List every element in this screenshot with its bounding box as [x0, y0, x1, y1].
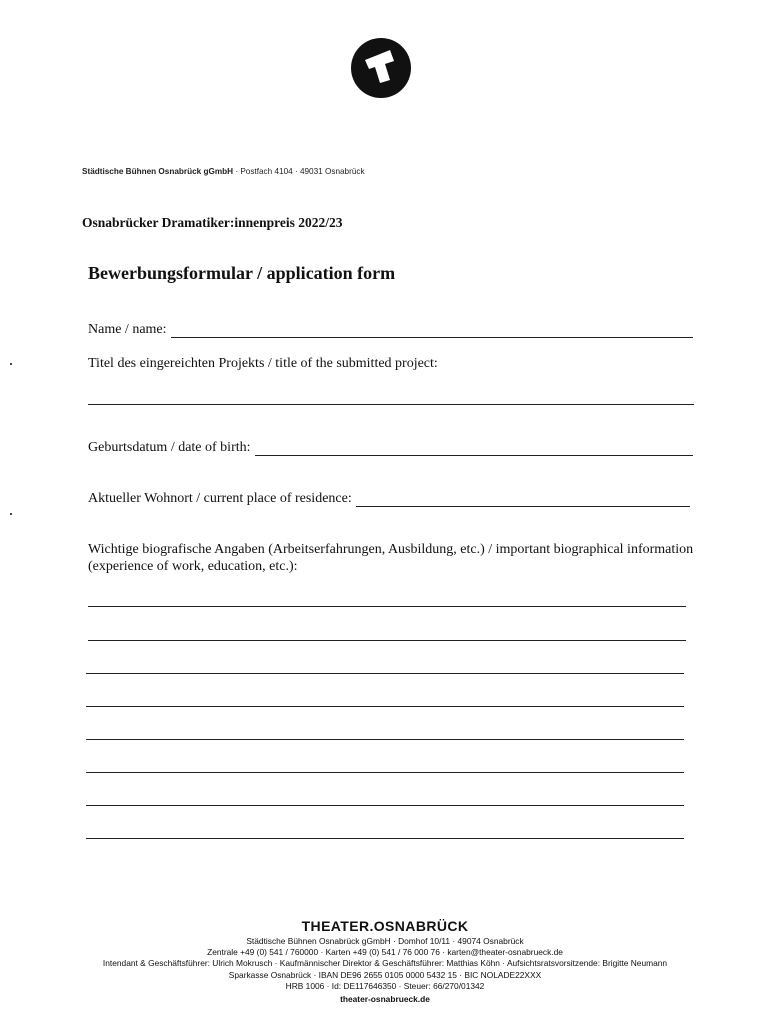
biography-input-line[interactable]	[86, 673, 684, 674]
footer-website[interactable]: theater-osnabrueck.de	[340, 994, 430, 1005]
project-title-label: Titel des eingereichten Projekts / title of the submitted project:	[88, 356, 438, 371]
footer-line: Städtische Bühnen Osnabrück gGmbH · Domhof 10/11 · 49074 Osnabrück	[246, 936, 524, 946]
birth-date-input-line[interactable]	[255, 441, 693, 456]
margin-mark	[10, 363, 12, 365]
name-field[interactable]	[88, 322, 693, 338]
sender-address	[82, 167, 365, 176]
footer-line: HRB 1006 · Id: DE117646350 · Steuer: 66/270/01342	[285, 980, 485, 991]
project-title-input-line[interactable]	[88, 404, 694, 405]
theater-logo-icon	[350, 37, 412, 99]
residence-field[interactable]	[88, 491, 690, 507]
residence-label: Aktueller Wohnort / current place of residence:	[88, 491, 352, 506]
biography-input-line[interactable]	[86, 706, 684, 707]
sender-rest: · Postfach 4104 · 49031 Osnabrück	[233, 167, 365, 176]
birth-date-label: Geburtsdatum / date of birth:	[88, 440, 251, 455]
name-label: Name / name:	[88, 322, 167, 337]
footer-line: Zentrale +49 (0) 541 / 760000 · Karten +49 (0) 541 / 76 000 76 · karten@theater-osnabrueck.de	[207, 947, 563, 958]
biography-input-line[interactable]	[86, 739, 684, 740]
biography-input-line[interactable]	[86, 805, 684, 806]
biography-input-line[interactable]	[88, 640, 686, 641]
margin-mark	[10, 513, 12, 515]
footer	[0, 918, 770, 1004]
birth-date-field[interactable]	[88, 440, 693, 456]
form-title: Bewerbungsformular / application form	[88, 263, 396, 283]
footer-line: Intendant & Geschäftsführer: Ulrich Mokrusch · Kaufmännischer Direktor & Geschäftsführer: Matthias Köhn · Aufsichtsratsvorsitzende: Brigitte Neumann	[102, 958, 668, 969]
name-input-line[interactable]	[171, 323, 693, 338]
biography-input-line[interactable]	[88, 606, 686, 607]
footer-brand: THEATER.OSNABRÜCK	[301, 918, 469, 934]
sender-org: Städtische Bühnen Osnabrück gGmbH	[82, 167, 234, 176]
prize-title: Osnabrücker Dramatiker:innenpreis 2022/23	[82, 215, 343, 230]
project-title-label-row	[88, 356, 438, 372]
residence-input-line[interactable]	[356, 492, 690, 507]
footer-line: Sparkasse Osnabrück · IBAN DE96 2655 0105 0000 5432 15 · BIC NOLADE22XXX	[228, 969, 542, 980]
biography-input-line[interactable]	[86, 838, 684, 839]
biography-input-line[interactable]	[86, 772, 684, 773]
biography-label: Wichtige biografische Angaben (Arbeitserfahrungen, Ausbildung, etc.) / important biographical information (experience of work, education, etc.):	[88, 542, 694, 574]
